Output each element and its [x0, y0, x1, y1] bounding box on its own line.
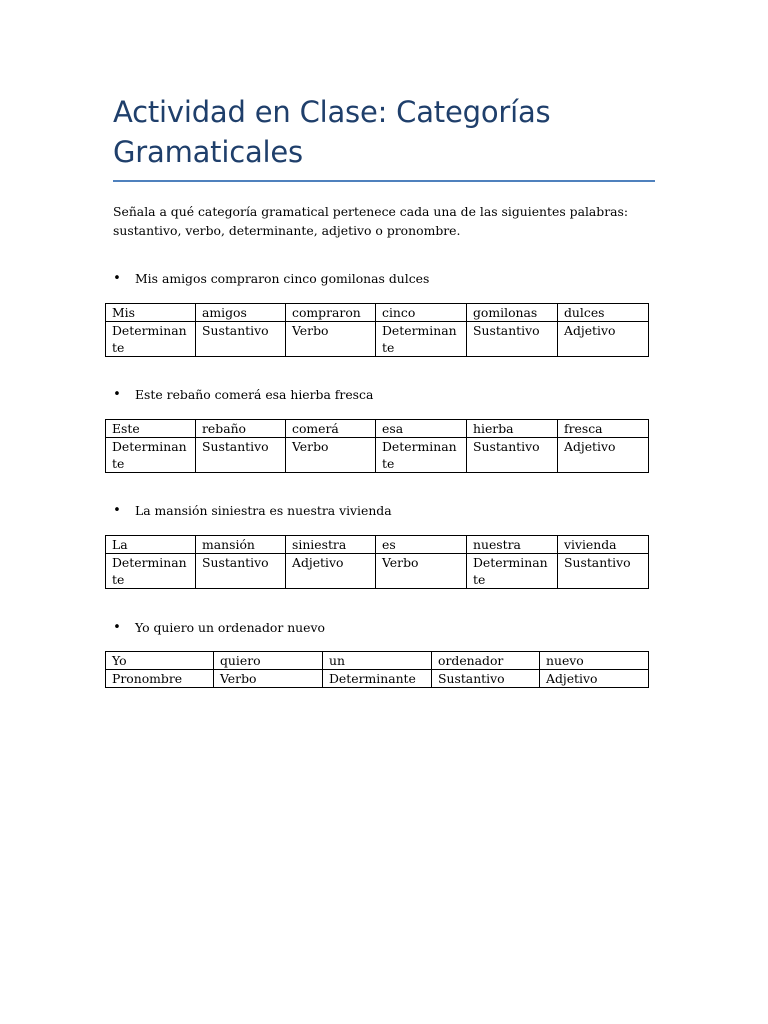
- word-cell: Yo: [106, 652, 214, 670]
- word-cell: dulces: [558, 304, 649, 322]
- word-cell: ordenador: [432, 652, 540, 670]
- word-category-table: [105, 651, 649, 688]
- category-cell: Sustantivo: [467, 438, 558, 473]
- word-cell: quiero: [214, 652, 323, 670]
- table-row-words: [106, 304, 649, 322]
- exercise-sentence: [113, 386, 655, 404]
- category-cell: Determinante: [467, 554, 558, 589]
- category-cell: Verbo: [214, 670, 323, 688]
- word-cell: mansión: [196, 536, 286, 554]
- table-row-words: [106, 652, 649, 670]
- sentence-text: Este rebaño comerá esa hierba fresca: [135, 387, 374, 402]
- word-category-table: [105, 419, 649, 473]
- sentence-text: Yo quiero un ordenador nuevo: [135, 620, 325, 635]
- category-cell: Sustantivo: [432, 670, 540, 688]
- category-cell: Verbo: [376, 554, 467, 589]
- category-cell: Adjetivo: [558, 438, 649, 473]
- word-cell: siniestra: [286, 536, 376, 554]
- category-cell: Determinante: [376, 438, 467, 473]
- word-cell: hierba: [467, 420, 558, 438]
- word-cell: esa: [376, 420, 467, 438]
- table-row-categories: [106, 670, 649, 688]
- word-cell: un: [323, 652, 432, 670]
- word-category-table: [105, 303, 649, 357]
- category-cell: Sustantivo: [467, 322, 558, 357]
- category-cell: Determinante: [376, 322, 467, 357]
- exercise-1: [112, 270, 655, 355]
- word-cell: gomilonas: [467, 304, 558, 322]
- word-cell: vivienda: [558, 536, 649, 554]
- table-row-categories: [106, 322, 649, 357]
- category-cell: Sustantivo: [196, 322, 286, 357]
- word-cell: es: [376, 536, 467, 554]
- word-cell: rebaño: [196, 420, 286, 438]
- category-cell: Sustantivo: [558, 554, 649, 589]
- word-category-table: [105, 535, 649, 589]
- table-row-categories: [106, 438, 649, 473]
- category-cell: Pronombre: [106, 670, 214, 688]
- bullet-icon: •: [113, 503, 121, 518]
- category-cell: Determinante: [106, 554, 196, 589]
- exercise-3: [112, 502, 655, 587]
- document-title: Actividad en Clase: Categorías Gramaticales: [113, 95, 551, 169]
- exercise-sentence: [113, 502, 655, 520]
- category-cell: Verbo: [286, 322, 376, 357]
- title-underline: [113, 180, 655, 182]
- word-cell: amigos: [196, 304, 286, 322]
- table-row-words: [106, 420, 649, 438]
- category-cell: Sustantivo: [196, 554, 286, 589]
- instructions-paragraph: Señala a qué categoría gramatical pertenece cada una de las siguientes palabras: sustantivo, verbo, determinante, adjetivo o pronombre.: [113, 204, 629, 238]
- exercise-sentence: [113, 270, 655, 288]
- sentence-text: Mis amigos compraron cinco gomilonas dulces: [135, 271, 430, 286]
- word-cell: Este: [106, 420, 196, 438]
- category-cell: Sustantivo: [196, 438, 286, 473]
- word-cell: nuestra: [467, 536, 558, 554]
- word-cell: compraron: [286, 304, 376, 322]
- category-cell: Determinante: [106, 438, 196, 473]
- bullet-icon: •: [113, 271, 121, 286]
- category-cell: Determinante: [323, 670, 432, 688]
- document-page: [113, 92, 655, 240]
- exercise-2: [112, 386, 655, 471]
- sentence-text: La mansión siniestra es nuestra vivienda: [135, 503, 392, 518]
- table-row-categories: [106, 554, 649, 589]
- category-cell: Adjetivo: [540, 670, 649, 688]
- word-cell: nuevo: [540, 652, 649, 670]
- exercise-4: [112, 619, 655, 686]
- word-cell: fresca: [558, 420, 649, 438]
- word-cell: cinco: [376, 304, 467, 322]
- category-cell: Adjetivo: [286, 554, 376, 589]
- table-row-words: [106, 536, 649, 554]
- word-cell: comerá: [286, 420, 376, 438]
- category-cell: Determinante: [106, 322, 196, 357]
- category-cell: Verbo: [286, 438, 376, 473]
- word-cell: La: [106, 536, 196, 554]
- bullet-icon: •: [113, 387, 121, 402]
- word-cell: Mis: [106, 304, 196, 322]
- exercise-sentence: [113, 619, 655, 637]
- bullet-icon: •: [113, 620, 121, 635]
- category-cell: Adjetivo: [558, 322, 649, 357]
